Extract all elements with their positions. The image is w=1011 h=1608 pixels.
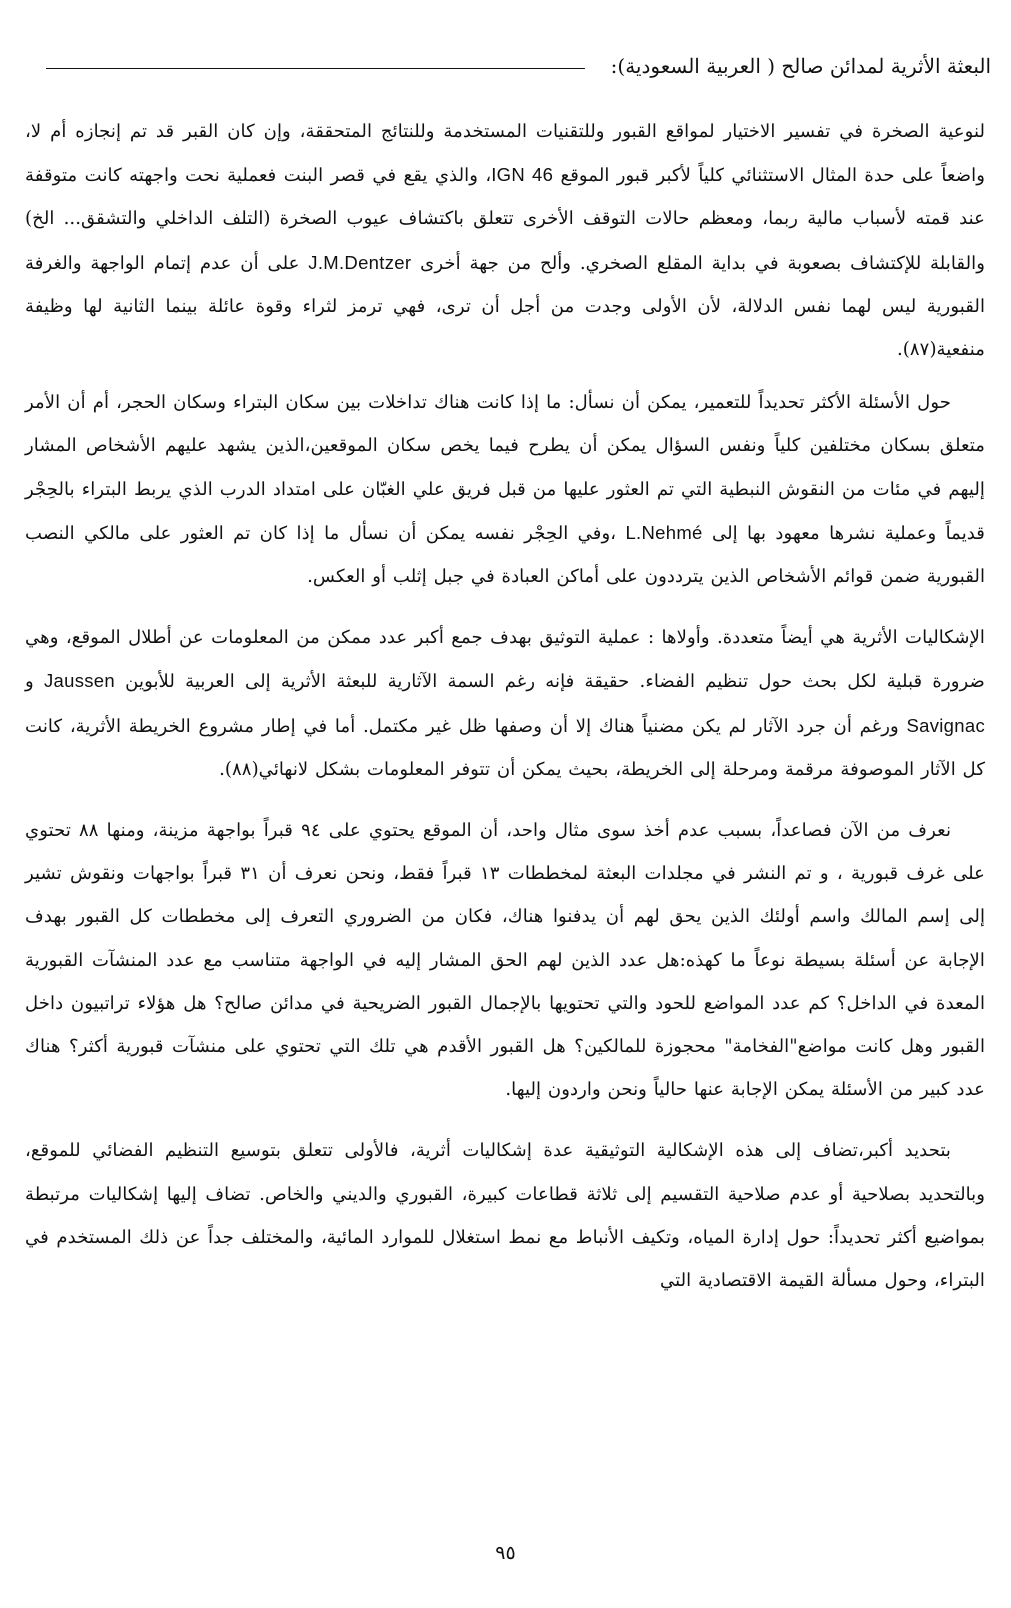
paragraph-4-text-1: نعرف من الآن فصاعداً، بسبب عدم أخذ سوى مثال واحد، أن الموقع يحتوي على ٩٤ قبراً بواجهة مزينة، ومنها ٨٨ تحتوي على غرف قبورية ، و تم النشر في مجلدات البعثة لمخططات ١٣ قبراً فقط، ونحن نعرف أن ٣١ قبراً بواجهات ونقوش تشير إلى إسم المالك واسم أولئك الذين يحق لهم أن يدفنوا هناك، فكان من الضروري التعرف إلى مخططات كل القبور بهدف الإجابة عن أسئلة بسيطة نوعاً ما كهذه:هل عدد الذين لهم الحق المشار إليه في الواجهة متناسب مع عدد المنشآت القبورية المعدة في الداخل؟ كم عدد المواضع للحود والتي تحتويها بالإجمال القبور الضريحية في مدائن صالح؟ هل هؤلاء تراتبيون داخل القبور وهل كانت مواضع"الفخامة" محجوزة للمالكين؟ هل القبور الأقدم هي تلك التي تحتوي على منشآت قبورية أكثر؟ هناك عدد كبير من الأسئلة يمكن الإجابة عنها حالياً ونحن واردون إليها. — [25, 820, 985, 1101]
header-rule — [46, 68, 585, 69]
page-number: ٩٥ — [495, 1542, 516, 1564]
paragraph-5 — [25, 1129, 985, 1302]
text-body — [25, 110, 985, 1320]
paragraph-2 — [25, 381, 985, 598]
paragraph-3 — [25, 616, 985, 791]
paragraph-3-text-2: و — [25, 671, 44, 693]
author-nehme: L.Nehmé — [625, 521, 703, 543]
paragraph-3-text-1: الإشكاليات الأثرية هي أيضاً متعددة. وأولاها : عملية التوثيق بهدف جمع أكبر عدد ممكن من المعلومات عن أطلال الموقع، وهي ضرورة قبلية لكل بحث حول تنظيم الفضاء. حقيقة فإنه رغم السمة الآثارية للبعثة الأثرية إلى العربية للأبوين — [25, 627, 985, 693]
paragraph-2-text-2: ،وفي الحِجْر نفسه يمكن أن نسأل ما إذا كان تم العثور على مالكي النصب القبورية ضمن قوائم الأشخاص الذين يترددون على أماكن العبادة في جبل إثلب أو العكس. — [25, 522, 985, 588]
author-dentzer: J.M.Dentzer — [308, 251, 412, 273]
paragraph-1 — [25, 110, 985, 371]
running-header-title: البعثة الأثرية لمدائن صالح ( العربية السعودية): — [610, 54, 991, 78]
paragraph-1-text-2: ، والذي يقع في قصر البنت فعملية نحت واجهته كانت متوقفة عند قمته لأسباب مالية ربما، ومعظم حالات التوقف الأخرى تتعلق باكتشاف عيوب الصخرة (التلف الداخلي والتشقق... الخ) والقابلة للإكتشاف بصعوبة في بداية المقلع الصخري. وألح من جهة أخرى — [25, 165, 985, 274]
running-header — [46, 46, 991, 86]
paragraph-5-text-1: بتحديد أكبر،تضاف إلى هذه الإشكالية التوثيقية عدة إشكاليات أثرية، فالأولى تتعلق بتوسيع التنظيم الفضائي للموقع، وبالتحديد بصلاحية أو عدم صلاحية التقسيم إلى ثلاثة قطاعات كبيرة، القبوري والديني والخاص. تضاف إليها إشكاليات مرتبطة بمواضيع أكثر تحديداً: حول إدارة المياه، وتكيف الأنباط مع نمط استغلال للموارد المائية، والمختلف جداً عن ذلك المستخدم في البتراء، وحول مسألة القيمة الاقتصادية التي — [25, 1140, 985, 1292]
paragraph-1-text-1: لنوعية الصخرة في تفسير الاختيار لمواقع القبور وللتقنيات المستخدمة وللنتائج المتحققة، وإن كان القبر قد تم إنجازه أم لا، واضعاً على حدة المثال الاستثنائي كلياً لأكبر قبور الموقع — [25, 121, 985, 187]
author-savignac: Savignac — [906, 714, 985, 736]
paragraph-4 — [25, 809, 985, 1111]
paragraph-1-text-3: على أن عدم إتمام الواجهة والغرفة القبورية ليس لهما نفس الدلالة، لأن الأولى وجدت من أجل أن ترى، فهي ترمز لثراء وقوة عائلة بينما الثانية لها وظيفة منفعية(٨٧). — [25, 252, 985, 361]
paragraph-3-text-3: ورغم أن جرد الآثار لم يكن مضنياً هناك إلا أن وصفها ظل غير مكتمل. أما في إطار مشروع الخريطة الأثرية، كانت كل الآثار الموصوفة مرقمة ومرحلة إلى الخريطة، بحيث يمكن أن تتوفر المعلومات بشكل لانهائي(٨٨). — [25, 715, 985, 780]
author-jaussen: Jaussen — [43, 670, 115, 692]
paragraph-2-text-1: حول الأسئلة الأكثر تحديداً للتعمير، يمكن أن نسأل: ما إذا كانت هناك تداخلات بين سكان البتراء وسكان الحجر، أم أن الأمر متعلق بسكان مختلفين كلياً ونفس السؤال يمكن أن يطرح فيما يخص سكان الموقعين،الذين يشهد عليهم الأشخاص المشار إليهم في مئات من النقوش النبطية التي تم العثور عليها من قبل فريق علي الغبّان على امتداد الدرب الذي يربط البتراء بالحِجْر قديماً وعملية نشرها معهود بها إلى — [25, 392, 986, 544]
site-code-ign46: IGN 46 — [491, 164, 554, 186]
